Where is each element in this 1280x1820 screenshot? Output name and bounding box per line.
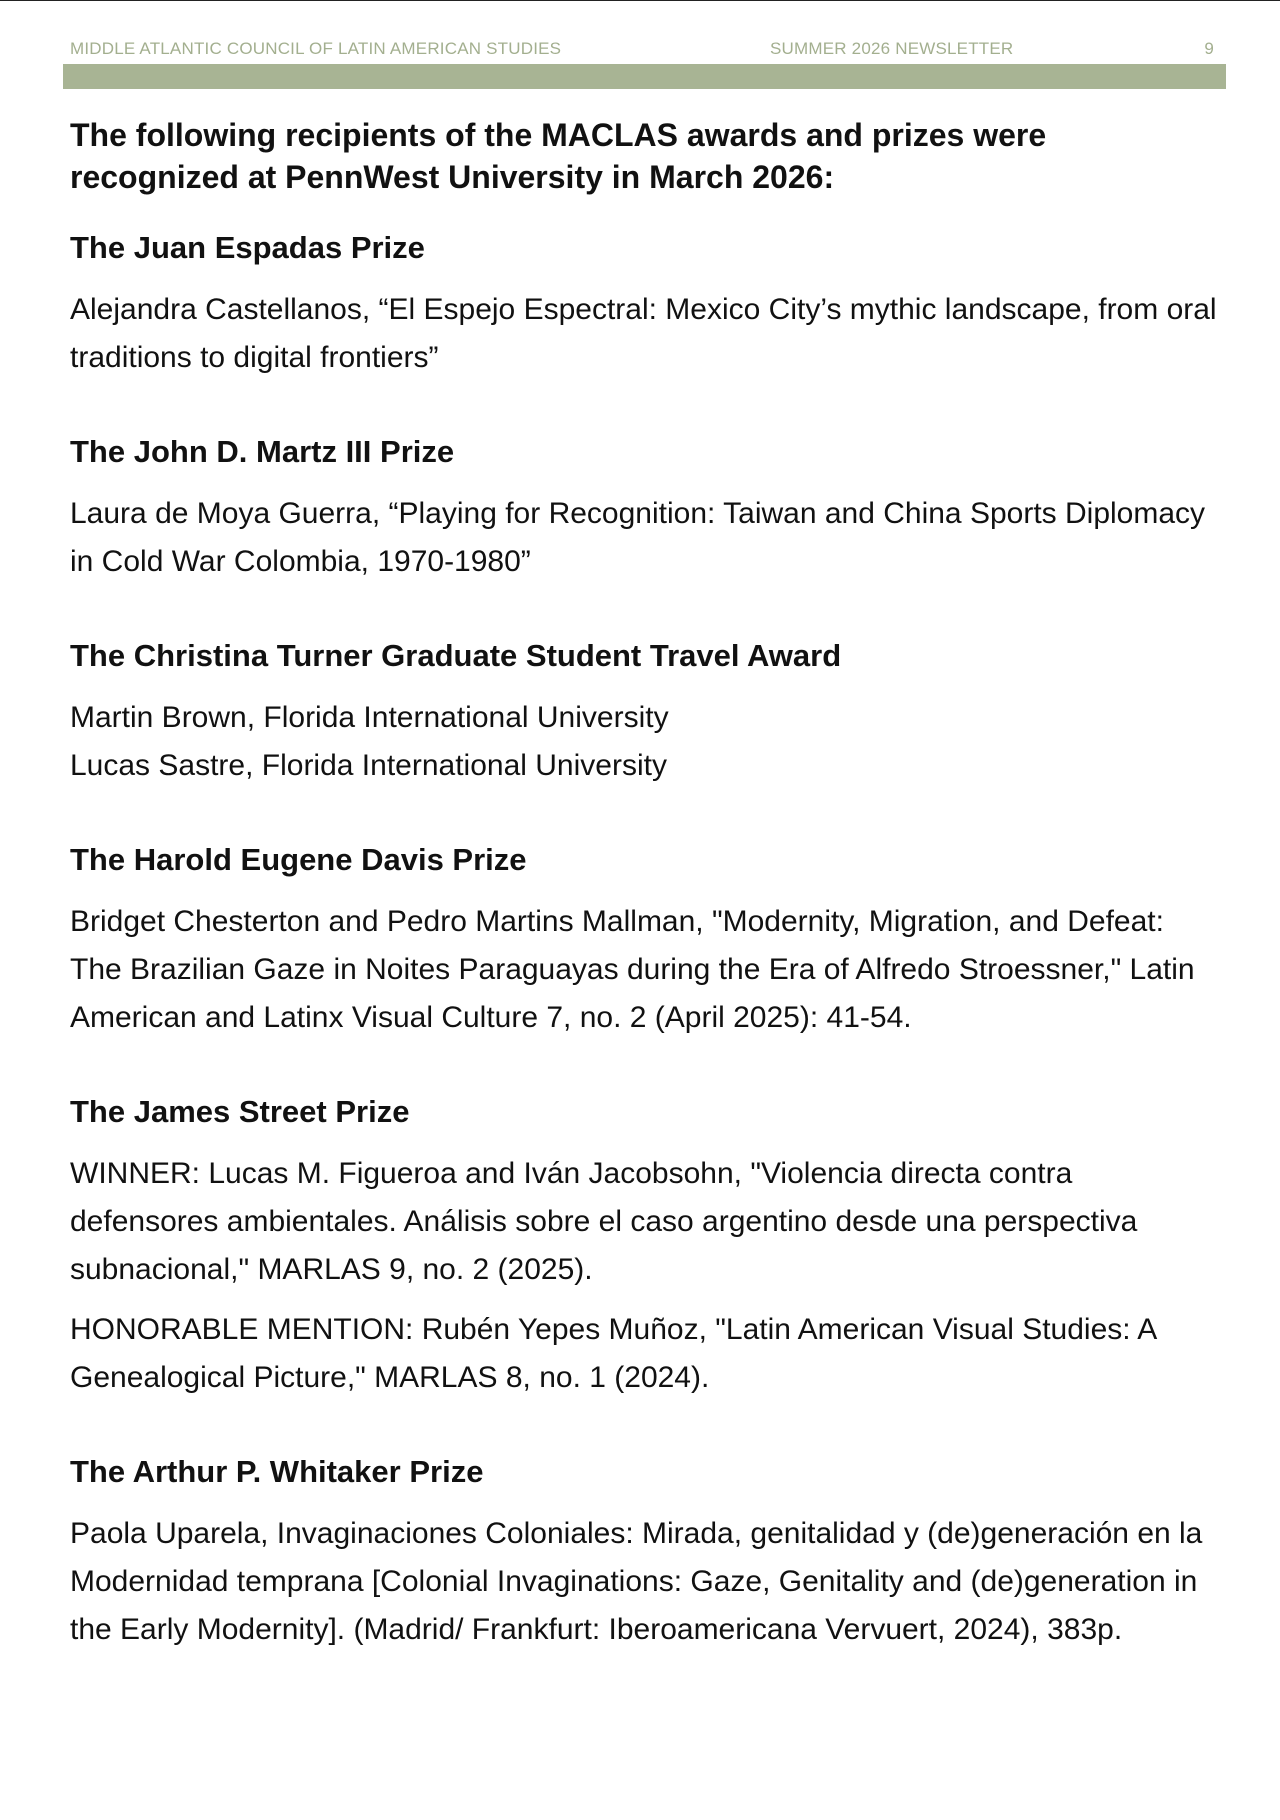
- intro-text: The following recipients of the MACLAS awards and prizes were recognized at PennWest University in March 2026:: [70, 117, 1047, 195]
- prize-harold-davis: [70, 840, 1220, 1042]
- page-number: 9: [1204, 39, 1214, 58]
- prize-arthur-whitaker: [70, 1452, 1220, 1654]
- prize-title: The Juan Espadas Prize: [70, 230, 425, 265]
- prize-recipient: Laura de Moya Guerra, “Playing for Recognition: Taiwan and China Sports Diplomacy in Cold War Colombia, 1970-1980”: [70, 497, 1206, 578]
- newsletter-issue: SUMMER 2026 NEWSLETTER: [770, 39, 1014, 58]
- prize-title: The James Street Prize: [70, 1094, 410, 1129]
- prize-title: The Christina Turner Graduate Student Travel Award: [70, 638, 842, 673]
- prize-winner: WINNER: Lucas M. Figueroa and Iván Jacobsohn, "Violencia directa contra defensores ambientales. Análisis sobre el caso argentino desde una perspectiva subnacional," MARLAS 9, no. 2 (2025).: [70, 1157, 1138, 1286]
- page-content: [70, 114, 1220, 1704]
- prize-title: The Harold Eugene Davis Prize: [70, 842, 527, 877]
- organization-name: MIDDLE ATLANTIC COUNCIL OF LATIN AMERICAN STUDIES: [70, 39, 562, 58]
- prize-recipient: Paola Uparela, Invaginaciones Coloniales: Mirada, genitalidad y (de)generación en la Modernidad temprana [Colonial Invaginations: Gaze, Genitality and (de)generation in the Early Modernity]. (Madrid/ Frankfurt: Iberoamericana Vervuert, 2024), 383p.: [70, 1517, 1203, 1646]
- award-christina-turner: [70, 636, 1220, 790]
- prize-james-street: [70, 1092, 1220, 1402]
- header-bar: [63, 64, 1226, 89]
- prize-title: The John D. Martz III Prize: [70, 434, 455, 469]
- prize-recipient: Lucas Sastre, Florida International University: [70, 749, 667, 782]
- prize-honorable-mention: HONORABLE MENTION: Rubén Yepes Muñoz, "Latin American Visual Studies: A Genealogical Picture," MARLAS 8, no. 1 (2024).: [70, 1313, 1156, 1394]
- prize-recipient: Bridget Chesterton and Pedro Martins Mallman, "Modernity, Migration, and Defeat: The Brazilian Gaze in Noites Paraguayas during the Era of Alfredo Stroessner," Latin American and Latinx Visual Culture 7, no. 2 (April 2025): 41-54.: [70, 905, 1195, 1034]
- prize-juan-espadas: [70, 228, 1220, 382]
- prize-title: The Arthur P. Whitaker Prize: [70, 1454, 484, 1489]
- prize-recipient: Martin Brown, Florida International University: [70, 701, 669, 734]
- prize-recipient: Alejandra Castellanos, “El Espejo Espectral: Mexico City’s mythic landscape, from oral traditions to digital frontiers”: [70, 293, 1217, 374]
- prize-john-martz: [70, 432, 1220, 586]
